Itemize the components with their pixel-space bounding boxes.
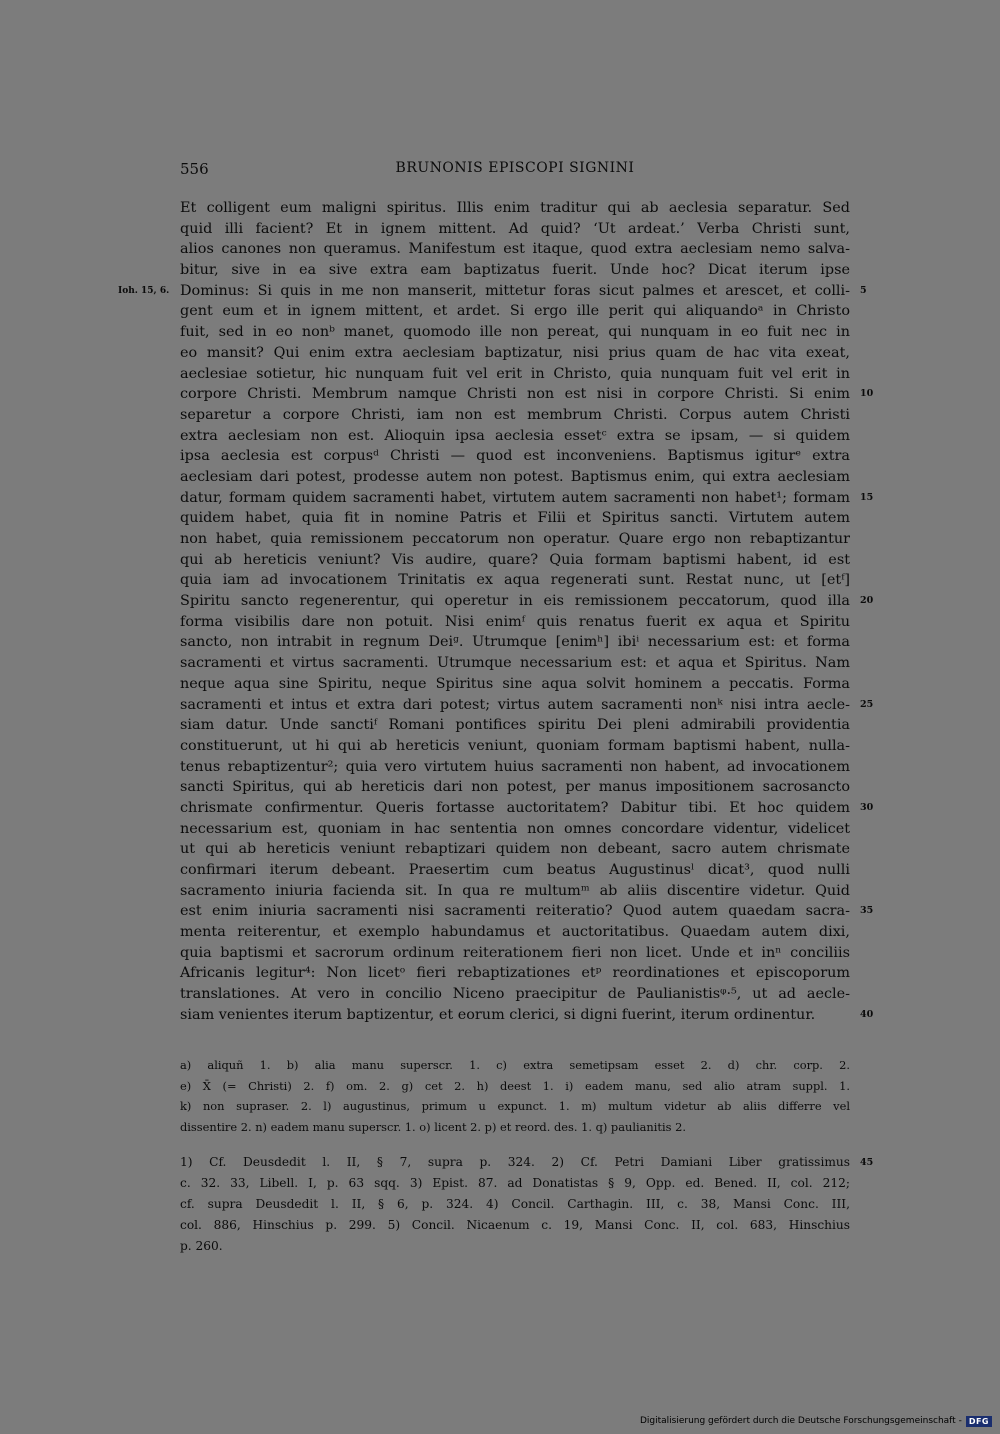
text-line (180, 777, 850, 798)
line-text: Et colligent eum maligni spiritus. Illis enim traditur qui ab aeclesia separatur. Sed (180, 200, 850, 216)
credit-text: Digitalisierung gefördert durch die Deutsche Forschungsgemeinschaft - (639, 1416, 962, 1426)
text-line (180, 736, 850, 757)
text-line (180, 963, 850, 984)
line-text: extra aeclesiam non est. Alioquin ipsa aeclesia essetᶜ extra se ipsam, — si quidem (180, 427, 850, 444)
text-line (180, 260, 850, 281)
digitization-credit (640, 1414, 992, 1428)
footnote-text: c. 32. 33, Libell. I, p. 63 sqq. 3) Epist. 87. ad Donatistas § 9, Opp. ed. Bened. II, col. 212; (180, 1176, 850, 1190)
text-line (180, 653, 850, 674)
line-text: confirmari iterum debeant. Praesertim cum beatus Augustinusˡ dicat³, quod nulli (180, 862, 850, 878)
footnote-text: col. 886, Hinschius p. 299. 5) Concil. Nicaenum c. 19, Mansi Conc. II, col. 683, Hinschius (180, 1218, 850, 1232)
line-text: alios canones non queramus. Manifestum est itaque, quod extra aeclesiam nemo salva- (180, 241, 850, 258)
text-line (180, 239, 850, 260)
line-text: ipsa aeclesia est corpusᵈ Christi — quod est inconveniens. Baptismus igiturᵉ extra (180, 448, 850, 465)
text-line (180, 922, 850, 943)
line-number: 10 (860, 388, 874, 400)
line-text: eo mansit? Qui enim extra aeclesiam baptizatur, nisi prius quam de hac vita exeat, (180, 344, 850, 361)
running-title: BRUNONIS EPISCOPI SIGNINI (395, 160, 635, 176)
text-line (180, 322, 850, 343)
line-text: quid illi facient? Et in ignem mittent. Ad quid? ‘Ut ardeat.’ Verba Christi sunt, (180, 220, 850, 237)
text-line (180, 715, 850, 736)
footnote-line (180, 1215, 850, 1236)
line-text: Spiritu sancto regenerentur, qui operetur in eis remissionem peccatorum, quod illa (180, 593, 850, 610)
line-text: non habet, quia remissionem peccatorum non operatur. Quare ergo non rebaptizantur (180, 531, 850, 547)
line-number: 15 (860, 491, 874, 503)
line-text: Dominus: Si quis in me non manserit, mittetur foras sicut palmes et arescet, et colli- (180, 282, 850, 299)
text-line (180, 467, 850, 488)
main-text (118, 198, 874, 1026)
line-text: quidem habet, quia fit in nomine Patris et Filii et Spiritus sancti. Virtutem autem (180, 510, 850, 527)
line-text: aeclesiam dari potest, prodesse autem non potest. Baptismus enim, qui extra aeclesiam (180, 468, 850, 485)
text-line (180, 508, 850, 529)
text-line (180, 198, 850, 219)
line-text: qui ab hereticis veniunt? Vis audire, quare? Quia formam baptismi habent, id est (180, 551, 850, 568)
apparatus-line: dissentire 2. n) eadem manu superscr. 1. o) licent 2. p) et reord. des. 1. q) paulianitis 2. (180, 1120, 686, 1135)
apparatus-line: a) aliquñ 1. b) alia manu superscr. 1. c) extra semetipsam esset 2. d) chr. corp. 2. (180, 1058, 850, 1072)
footnote-line (180, 1194, 850, 1215)
footnote-text: p. 260. (180, 1239, 223, 1253)
line-text: fuit, sed in eo nonᵇ manet, quomodo ille non pereat, qui nunquam in eo fuit nec in (180, 324, 850, 341)
text-line (180, 839, 850, 860)
footnote-text: 1) Cf. Deusdedit l. II, § 7, supra p. 324. 2) Cf. Petri Damiani Liber gratissimus (180, 1155, 850, 1169)
text-line (180, 591, 874, 612)
text-line (180, 819, 850, 840)
footnote-line (180, 1152, 874, 1173)
dfg-logo: DFG (966, 1416, 992, 1427)
line-text: sacramenti et intus et extra dari potest; virtus autem sacramenti nonᵏ nisi intra aecle- (180, 696, 850, 713)
text-line (180, 860, 850, 881)
line-text: siam venientes iterum baptizentur, et eorum clerici, si digni fuerint, iterum ordinentur. (180, 1006, 816, 1023)
line-text: est enim iniuria sacramenti nisi sacramenti reiteratio? Quod autem quaedam sacra- (180, 903, 850, 920)
line-number: 5 (860, 284, 867, 296)
line-number: 20 (860, 595, 874, 607)
text-line (180, 219, 850, 240)
line-number: 25 (860, 698, 874, 710)
line-number: 40 (860, 1008, 874, 1020)
line-text: neque aqua sine Spiritu, neque Spiritus sine aqua solvit hominem a peccatis. Forma (180, 675, 850, 692)
apparatus-line: e) X̄ (= Christi) 2. f) om. 2. g) cet 2. h) deest 1. i) eadem manu, sed alio atram suppl. 1. (180, 1078, 850, 1093)
text-line (180, 632, 850, 653)
text-line (180, 695, 874, 716)
footnote-line (180, 1236, 850, 1257)
line-number: 45 (860, 1157, 874, 1168)
text-line (180, 901, 874, 922)
text-line (180, 984, 850, 1005)
line-text: quia iam ad invocationem Trinitatis ex aqua regenerati sunt. Restat nunc, ut [etᶠ] (180, 572, 850, 589)
margin-reference: Ioh. 15, 6. (118, 285, 170, 296)
line-text: quia baptismi et sacrorum ordinum reiterationem fieri non licet. Unde et inⁿ conciliis (180, 944, 850, 961)
line-text: separetur a corpore Christi, iam non est membrum Christi. Corpus autem Christi (180, 406, 850, 423)
text-line (180, 405, 850, 426)
footnote-line (180, 1173, 850, 1194)
line-text: sacramento iniuria facienda sit. In qua re multumᵐ ab aliis discentire videtur. Quid (180, 882, 850, 899)
text-line (180, 446, 850, 467)
line-text: bitur, sive in ea sive extra eam baptizatus fuerit. Unde hoc? Dicat iterum ipse (180, 262, 850, 279)
running-header (180, 160, 850, 182)
critical-apparatus (180, 1055, 850, 1138)
line-text: aeclesiae sotietur, hic nunquam fuit vel erit in Christo, quia nunquam fuit vel erit in (180, 365, 850, 382)
text-line (180, 529, 850, 550)
line-text: sancti Spiritus, qui ab hereticis dari non potest, per manus impositionem sacrosancto (180, 779, 850, 796)
text-line (180, 488, 874, 509)
line-text: chrismate confirmentur. Queris fortasse auctoritatem? Dabitur tibi. Et hoc quidem (180, 799, 850, 816)
line-text: tenus rebaptizentur²; quia vero virtutem huius sacramenti non habent, ad invocationem (180, 758, 850, 775)
line-text: constituerunt, ut hi qui ab hereticis veniunt, quoniam formam baptismi habent, nulla- (180, 737, 850, 754)
line-text: Africanis legitur⁴: Non licetᵒ fieri rebaptizationes etᵖ reordinationes et episcoporum (180, 965, 850, 982)
text-line (180, 674, 850, 695)
line-text: corpore Christi. Membrum namque Christi non est nisi in corpore Christi. Si enim (180, 386, 850, 403)
page-number: 556 (180, 160, 209, 178)
line-text: forma visibilis dare non potuit. Nisi enimᶠ quis renatus fuerit ex aqua et Spiritu (180, 613, 850, 630)
text-line (180, 881, 850, 902)
footnote-text: cf. supra Deusdedit l. II, § 6, p. 324. 4) Concil. Carthagin. III, c. 38, Mansi Conc. III, (180, 1197, 850, 1211)
text-line (180, 612, 850, 633)
line-text: siam datur. Unde sanctiᶠ Romani pontifices spiritu Dei pleni admirabili providentia (180, 717, 850, 734)
text-line (180, 364, 850, 385)
line-text: translationes. At vero in concilio Niceno praecipitur de Paulianistisᵠ·⁵, ut ad aecle- (180, 986, 850, 1003)
text-line (180, 1005, 874, 1026)
line-number: 35 (860, 905, 874, 917)
text-line (180, 343, 850, 364)
text-line (180, 943, 850, 964)
text-line (180, 798, 874, 819)
line-number: 30 (860, 801, 874, 813)
line-text: ut qui ab hereticis veniunt rebaptizari quidem non debeant, sacro autem chrismate (180, 841, 850, 858)
source-footnotes (180, 1152, 874, 1257)
line-text: necessarium est, quoniam in hac sententia non omnes concordare videntur, videlicet (180, 820, 850, 837)
line-text: menta reiterentur, et exemplo habundamus et auctoritatibus. Quaedam autem dixi, (180, 924, 850, 941)
text-line (180, 570, 850, 591)
text-line (180, 301, 850, 322)
text-line (180, 426, 850, 447)
text-line (118, 281, 867, 302)
line-text: datur, formam quidem sacramenti habet, virtutem autem sacramenti non habet¹; formam (180, 489, 850, 506)
apparatus-line: k) non supraser. 2. l) augustinus, primum u expunct. 1. m) multum videtur ab aliis differre vel (180, 1099, 850, 1114)
line-text: sacramenti et virtus sacramenti. Utrumque necessarium est: et aqua et Spiritus. Nam (180, 655, 850, 672)
text-line (180, 757, 850, 778)
line-text: gent eum et in ignem mittent, et ardet. Si ergo ille perit qui aliquandoᵃ in Christo (180, 303, 850, 320)
text-line (180, 384, 874, 405)
text-line (180, 550, 850, 571)
line-text: sancto, non intrabit in regnum Deiᵍ. Utrumque [enimʰ] ibiⁱ necessarium est: et forma (180, 634, 850, 651)
